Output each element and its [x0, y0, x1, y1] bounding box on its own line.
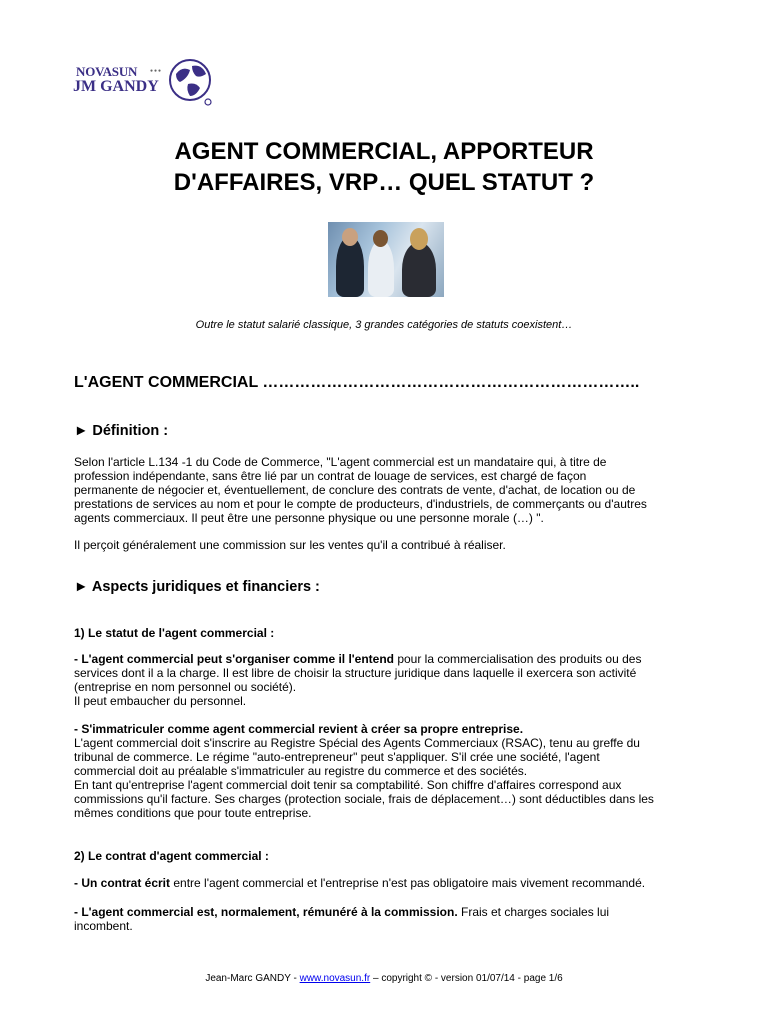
paragraph-line	[74, 652, 704, 666]
bold-lead: - Un contrat écrit	[74, 876, 171, 890]
definition-line: prestations de services au nom et pour le compte de producteurs, d'industriels, de commerçants ou d'autres	[74, 497, 647, 511]
paragraph-text: Frais et charges sociales lui	[457, 905, 610, 919]
paragraph-line: En tant qu'entreprise l'agent commercial doit tenir sa comptabilité. Son chiffre d'affaires correspond aux	[74, 778, 622, 792]
logo-text-jm-gandy: JM GANDY	[73, 78, 159, 95]
definition-paragraph	[74, 455, 704, 525]
paragraph-line: (entreprise en nom personnel ou société).	[74, 680, 297, 694]
paragraph-line: Il peut embaucher du personnel.	[74, 694, 247, 708]
bold-lead: - S'immatriculer comme agent commercial revient à créer sa propre entreprise.	[74, 722, 524, 736]
globe-icon	[166, 56, 218, 108]
bold-lead: - L'agent commercial est, normalement, rémunéré à la commission.	[74, 905, 458, 919]
section-heading-agent-commercial: L'AGENT COMMERCIAL ……………………………………………………………..	[74, 374, 640, 391]
title-line-1: AGENT COMMERCIAL, APPORTEUR	[174, 138, 594, 165]
bold-lead: - L'agent commercial peut s'organiser comme il l'entend	[74, 652, 394, 666]
paragraph-line: services dont il a la charge. Il est libre de choisir la structure juridique dans laquelle il exercera son activité	[74, 666, 637, 680]
logo-dots: ●●●	[150, 68, 163, 74]
page-footer	[0, 973, 768, 984]
paragraph-line: L'agent commercial doit s'inscrire au Registre Spécial des Agents Commerciaux (RSAC), tenu au greffe du	[74, 736, 640, 750]
paragraph-immatriculation	[74, 722, 704, 820]
aspects-heading: ► Aspects juridiques et financiers :	[74, 579, 320, 595]
footer-copyright: – copyright © - version 01/07/14 - page 1/6	[370, 973, 563, 984]
paragraph-line: incombent.	[74, 919, 133, 933]
paragraph-organisation	[74, 652, 704, 708]
definition-line: profession indépendante, sans être lié par un contrat de louage de services, est chargé de façon	[74, 469, 587, 483]
definition-line: agents commerciaux. Il peut être une personne physique ou une personne morale (…) ".	[74, 511, 544, 525]
paragraph-line: commissions qu'il facture. Ses charges (protection sociale, frais de déplacement…) sont déductibles dans les	[74, 792, 654, 806]
business-people-photo	[328, 222, 444, 297]
paragraph-line: mêmes conditions que pour toute entreprise.	[74, 806, 312, 820]
paragraph-line	[74, 722, 704, 736]
definition-line: Selon l'article L.134 -1 du Code de Commerce, "L'agent commercial est un mandataire qui, à titre de	[74, 455, 607, 469]
logo-text-novasun: NOVASUN	[76, 64, 138, 79]
paragraph-text: pour la commercialisation des produits ou des	[393, 652, 642, 666]
paragraph-line	[74, 905, 704, 919]
intro-text: Outre le statut salarié classique, 3 grandes catégories de statuts coexistent…	[195, 319, 573, 331]
paragraph-remuneration	[74, 905, 704, 933]
commission-paragraph: Il perçoit généralement une commission sur les ventes qu'il a contribué à réaliser.	[74, 538, 506, 552]
paragraph-text: entre l'agent commercial et l'entreprise n'est pas obligatoire mais vivement recommandé.	[170, 876, 646, 890]
website-link[interactable]: www.novasun.fr	[299, 973, 371, 984]
paragraph-contrat-ecrit	[74, 876, 704, 890]
definition-line: permanente de négocier et, éventuellement, de conclure des contrats de vente, d'achat, de location ou de	[74, 483, 636, 497]
company-logo	[70, 56, 220, 110]
footer-author: Jean-Marc GANDY -	[205, 973, 300, 984]
definition-heading: ► Définition :	[74, 423, 169, 439]
paragraph-line: tribunal de commerce. Le régime "auto-entrepreneur" peut s'appliquer. S'il crée une société, l'agent	[74, 750, 600, 764]
title-line-2: D'AFFAIRES, VRP… QUEL STATUT ?	[173, 169, 595, 196]
subheading-statut: 1) Le statut de l'agent commercial :	[74, 626, 275, 640]
page-title	[0, 136, 768, 198]
subheading-contrat: 2) Le contrat d'agent commercial :	[74, 849, 269, 863]
paragraph-line: commercial doit au préalable s'immatriculer au registre du commerce et des sociétés.	[74, 764, 528, 778]
